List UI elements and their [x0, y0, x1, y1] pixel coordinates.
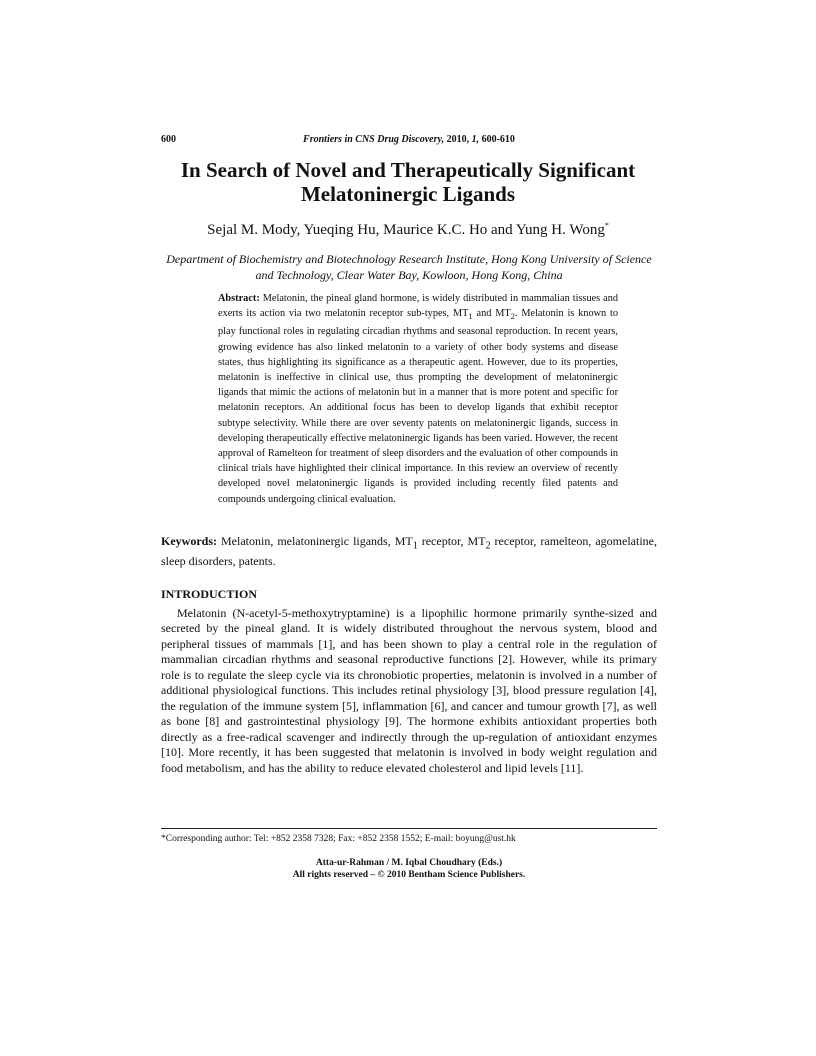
rights-line: All rights reserved – © 2010 Bentham Science Publishers. [292, 870, 526, 880]
journal-year: 2010, [446, 134, 470, 145]
keywords-sub-2: 2 [485, 540, 491, 552]
abstract [218, 291, 618, 507]
running-head [161, 134, 657, 148]
introduction-paragraph: Melatonin (N-acetyl-5-methoxytryptamine) is a lipophilic hormone primarily synthe-sized and secreted by the pineal gland. It is widely distributed throughout the nervous system, blood and peripheral tissues of mammals [1], and has been shown to play a central role in the regulation of mammalian circadian rhythms and seasonal reproductive functions [2]. However, while its primary role is to regulate the sleep cycle via its chronobiotic properties, melatonin is involved in a number of additional physiological functions. This includes retinal physiology [3], blood pressure regulation [4], the regulation of the immune system [5], inflammation [6], and cancer and tumour growth [7], as well as bone [8] and gastrointestinal physiology [9]. The hormone exhibits antioxidant properties both directly as a free-radical scavenger and indirectly through the up-regulation of antioxidant enzymes [10]. More recently, it has been suggested that melatonin is involved in body weight regulation and food metabolism, and has the ability to reduce elevated cholesterol and lipid levels [11]. [161, 606, 657, 775]
keywords-label: Keywords: [161, 534, 217, 548]
abstract-label: Abstract: [218, 293, 260, 304]
footnote-divider [161, 828, 657, 829]
article-title: In Search of Novel and Therapeutically Significant Melatoninergic Ligands [180, 158, 636, 206]
section-heading-introduction: INTRODUCTION [161, 587, 258, 601]
keywords [161, 534, 657, 569]
keywords-text-1: Melatonin, melatoninergic ligands, MT [217, 534, 413, 548]
abstract-text-1: Melatonin, the pineal gland hormone, is widely distributed in mammalian tissues and exerts its action via two melatonin receptor sub-types, MT [218, 293, 619, 320]
journal-volume: 1, [471, 134, 480, 145]
affiliation: Department of Biochemistry and Biotechnology Research Institute, Hong Kong University of Science and Technology, Clear Water Bay, Kowloon, Hong Kong, China [166, 252, 652, 282]
corresponding-mark: * [604, 221, 609, 230]
authors-text: Sejal M. Mody, Yueqing Hu, Maurice K.C. Ho and Yung H. Wong [207, 222, 605, 238]
keywords-text-3: receptor, ramelteon, agomelatine, sleep disorders, patents. [161, 534, 657, 568]
abstract-sub-1: 1 [468, 311, 473, 322]
editors-line: Atta-ur-Rahman / M. Iqbal Choudhary (Eds.) [315, 858, 503, 868]
publisher-footer [161, 857, 657, 881]
author-list [150, 217, 666, 239]
page-number: 600 [161, 134, 176, 145]
journal-pages: 600-610 [481, 134, 515, 145]
keywords-text-2: receptor, MT [417, 534, 486, 548]
abstract-text-3: . Melatonin is known to play functional roles in regulating circadian rhythms and seasonal reproduction. In recent years, growing evidence has also linked melatonin to a variety of other body systems and disease states, thus highlighting its significance as a therapeutic agent. However, due to its properties, melatonin is ineffective in clinical use, thus prompting the development of melatoninergic ligands that mimic the actions of melatonin but in a manner that is more potent and specific for melatonin receptors. An additional focus has been to develop ligands that exhibit receptor subtype selectivity. While there are over seventy patents on melatoninergic ligands, success in developing therapeutically effective melatoninergic ligands has been varied. However, the recent approval of Ramelteon for treatment of sleep disorders and the evaluation of other compounds in clinical trials have highlighted their clinical importance. In this review an overview of recently developed novel melatoninergic ligands is provided including recently filed patents and compounds undergoing clinical evaluation. [218, 308, 619, 505]
keywords-sub-1: 1 [412, 540, 418, 552]
corresponding-author-footnote: *Corresponding author: Tel: +852 2358 7328; Fax: +852 2358 1552; E-mail: boyung@ust.hk [161, 834, 516, 844]
journal-name: Frontiers in CNS Drug Discovery, [303, 134, 445, 145]
abstract-text-2: and MT [472, 308, 511, 320]
abstract-sub-2: 2 [510, 311, 515, 322]
journal-citation [161, 134, 657, 145]
